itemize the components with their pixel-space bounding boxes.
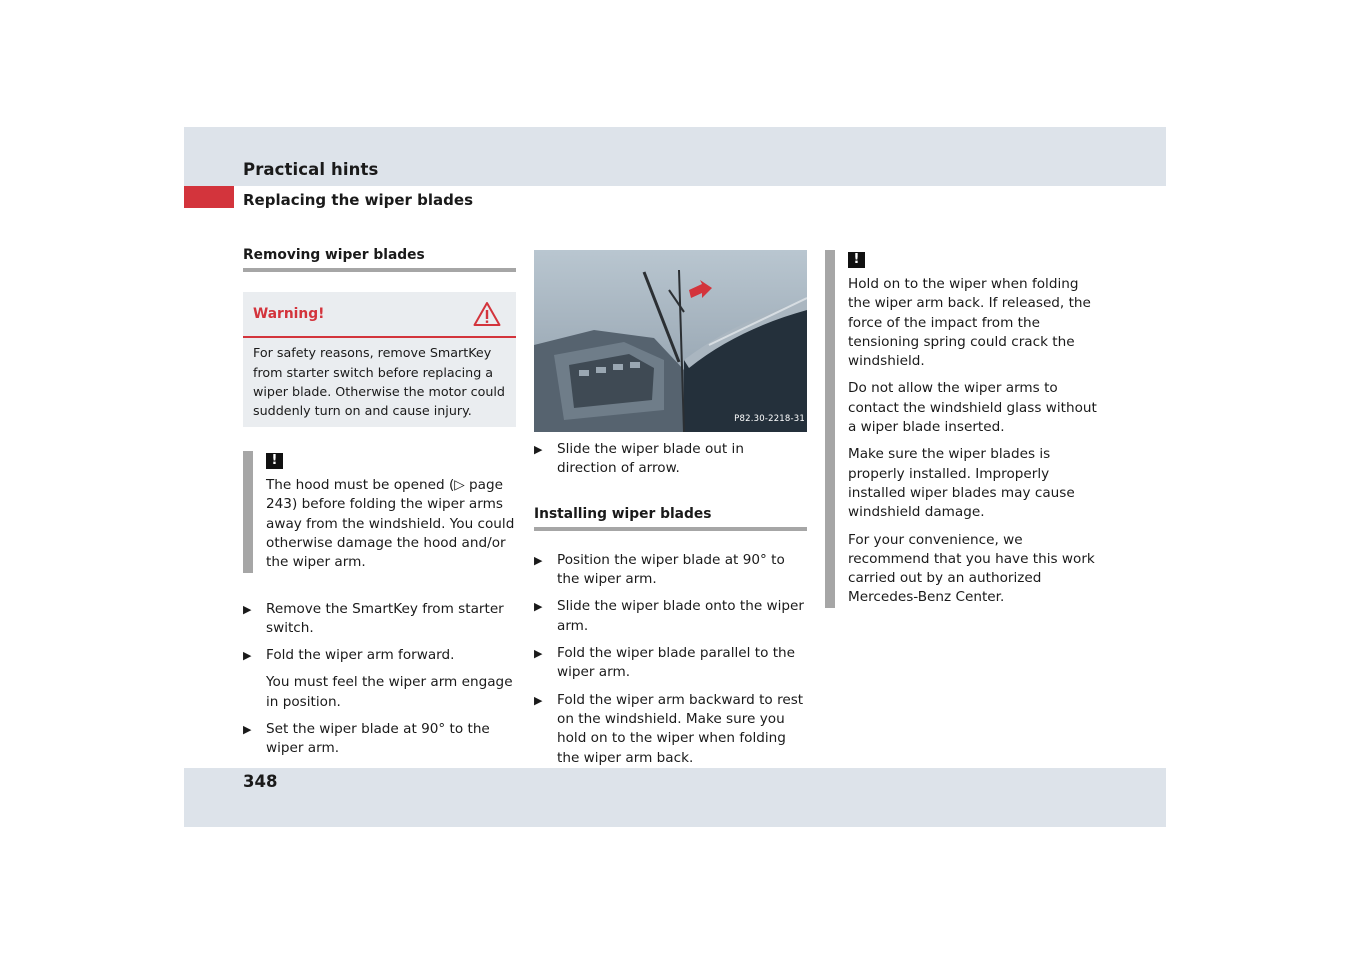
step-text: Slide the wiper blade onto the wiper arm. xyxy=(557,598,804,634)
note-windshield xyxy=(825,250,1100,608)
page-number: 348 xyxy=(243,772,278,791)
step-slide-out xyxy=(534,440,807,479)
step-text: Fold the wiper arm backward to rest on the windshield. Make sure you hold on to the wiper when folding the wiper arm back. xyxy=(557,691,804,766)
step-set-90 xyxy=(243,720,516,759)
warning-box xyxy=(243,292,516,427)
step-info-engage: You must feel the wiper arm engage in position. xyxy=(266,674,513,710)
warning-header xyxy=(243,292,516,338)
page-title: Replacing the wiper blades xyxy=(243,191,474,209)
step-text: Fold the wiper arm forward. xyxy=(266,647,455,664)
note-paragraph: Make sure the wiper blades is properly installed. Improperly installed wiper blades may cause windshield damage. xyxy=(848,446,1075,521)
warning-title: Warning! xyxy=(253,305,325,322)
note-paragraph: For your convenience, we recommend that you have this work carried out by an authorized Mercedes-Benz Center. xyxy=(848,531,1095,606)
bullet-triangle-icon: ▶ xyxy=(243,602,252,616)
engine-illustration xyxy=(534,250,807,432)
step-text: Fold the wiper blade parallel to the wiper arm. xyxy=(557,645,796,681)
step-text: Set the wiper blade at 90° to the wiper arm. xyxy=(266,721,490,757)
step-remove-smartkey xyxy=(243,600,516,639)
bullet-triangle-icon: ▶ xyxy=(534,553,543,567)
note-bar xyxy=(243,451,253,572)
exclamation-icon: ! xyxy=(266,453,283,469)
bullet-triangle-icon: ▶ xyxy=(534,443,543,456)
step-slide-onto xyxy=(534,597,807,636)
step-text: Slide the wiper blade out in direction of arrow. xyxy=(557,441,744,477)
bullet-triangle-icon: ▶ xyxy=(243,723,252,737)
note-text: The hood must be opened (▷ page 243) before folding the wiper arms away from the windshield. You could otherwise damage the hood and/or the wiper arm. xyxy=(266,477,515,571)
figure-code: P82.30-2218-31 xyxy=(734,413,805,424)
bullet-triangle-icon: ▶ xyxy=(534,647,543,661)
note-paragraph: Do not allow the wiper arms to contact the windshield glass without a wiper blade inserted. xyxy=(848,380,1097,436)
note-bar xyxy=(825,250,835,608)
column-right xyxy=(825,250,1100,608)
step-fold-parallel xyxy=(534,644,807,683)
bullet-triangle-icon: ▶ xyxy=(534,693,543,707)
step-text: Remove the SmartKey from starter switch. xyxy=(266,600,504,636)
step-fold-forward xyxy=(243,646,516,665)
footer-band xyxy=(184,768,1166,827)
column-left xyxy=(243,246,516,767)
heading-installing: Installing wiper blades xyxy=(534,505,807,531)
bullet-triangle-icon: ▶ xyxy=(534,600,543,614)
bullet-triangle-icon: ▶ xyxy=(243,649,252,663)
heading-removing: Removing wiper blades xyxy=(243,246,516,272)
note-paragraph: Hold on to the wiper when folding the wiper arm back. If released, the force of the impact from the tensioning spring could crack the windshield. xyxy=(848,276,1091,370)
step-fold-backward xyxy=(534,691,807,768)
section-title: Practical hints xyxy=(243,160,379,179)
step-position-90 xyxy=(534,551,807,590)
note-hood xyxy=(243,451,516,572)
step-text: Position the wiper blade at 90° to the wiper arm. xyxy=(557,551,785,588)
warning-triangle-icon xyxy=(473,301,501,327)
figure-wiper-removal xyxy=(534,250,807,432)
warning-text: For safety reasons, remove SmartKey from starter switch before replacing a wiper blade. Otherwise the motor could suddenly turn on and cause injury. xyxy=(253,345,505,418)
section-marker xyxy=(184,186,234,208)
column-middle xyxy=(534,250,807,776)
exclamation-icon: ! xyxy=(848,252,865,268)
